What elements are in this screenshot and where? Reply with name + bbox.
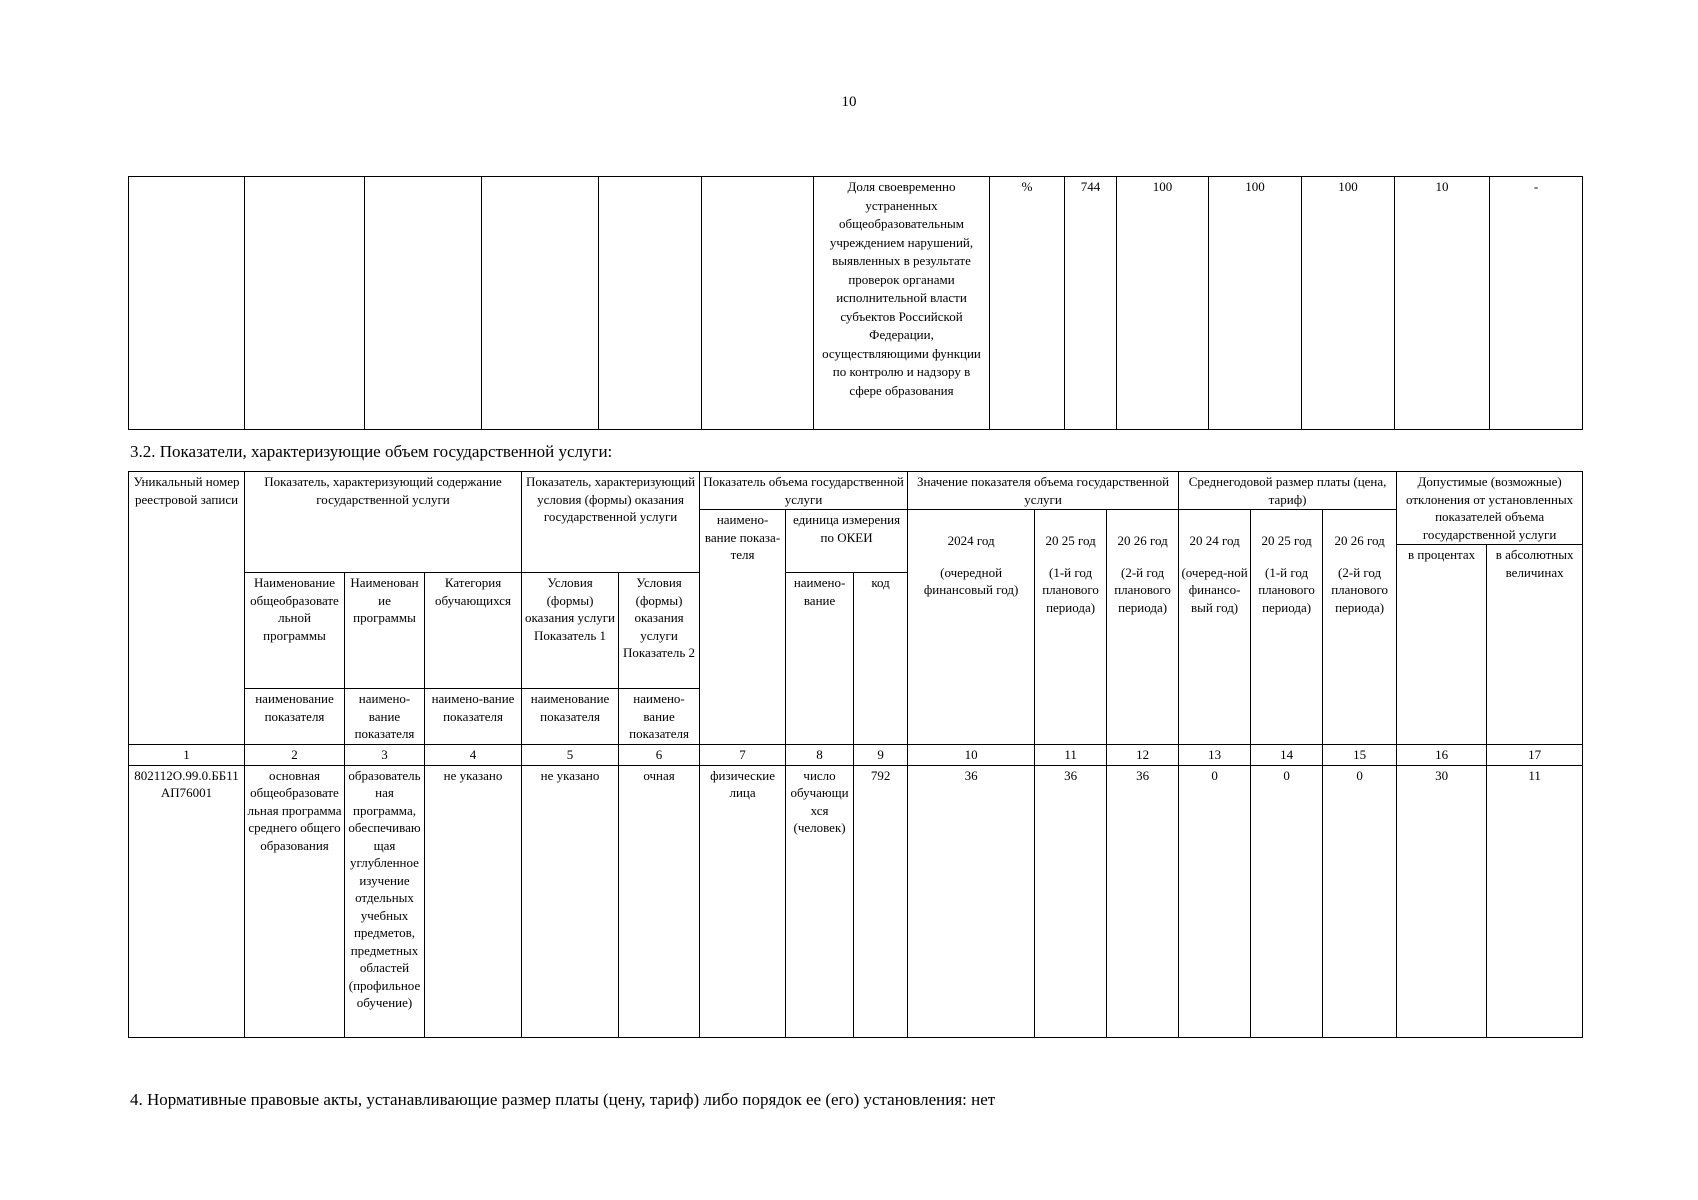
column-number: 12 — [1107, 745, 1179, 766]
value-2025-cell: 100 — [1209, 177, 1302, 430]
empty-cell — [599, 177, 702, 430]
header-fee-2025 — [1251, 510, 1323, 745]
value-2024-cell: 100 — [1117, 177, 1209, 430]
value-2025-cell: 36 — [1035, 765, 1107, 1037]
fee-2025-cell: 0 — [1251, 765, 1323, 1037]
quality-indicators-table-continuation — [128, 176, 1583, 430]
year-2024-label: 2024 год — [947, 533, 995, 548]
column-number: 11 — [1035, 745, 1107, 766]
footer-text: 4. Нормативные правовые акты, устанавливающие размер платы (цену, тариф) либо порядок ее (его) установления: нет — [130, 1090, 996, 1109]
column-number: 9 — [854, 745, 908, 766]
fee-2024-cell: 0 — [1179, 765, 1251, 1037]
deviation-absolute-cell: - — [1490, 177, 1583, 430]
year-2026-label: 20 26 год — [1117, 533, 1168, 548]
empty-cell — [702, 177, 814, 430]
header-conditions-indicator: Показатель, характеризующий условия (формы) оказания государственной услуги — [522, 472, 700, 573]
empty-cell — [129, 177, 245, 430]
empty-cell — [245, 177, 365, 430]
category-cell: не указано — [425, 765, 522, 1037]
deviation-absolute-cell: 11 — [1487, 765, 1583, 1037]
header-fee-2026 — [1323, 510, 1397, 745]
header-name-of-indicator: наимено-вание показателя — [425, 689, 522, 745]
header-in-absolute: в абсолютных величинах — [1487, 545, 1583, 745]
column-number: 8 — [786, 745, 854, 766]
column-number: 2 — [245, 745, 345, 766]
column-number: 17 — [1487, 745, 1583, 766]
header-fee-2024 — [1179, 510, 1251, 745]
column-number: 10 — [908, 745, 1035, 766]
header-row — [129, 472, 1583, 510]
fee-2024-sub: (очеред-ной финансо-вый год) — [1181, 564, 1248, 615]
header-unit-code: код — [854, 573, 908, 745]
header-avg-fee: Среднегодовой размер платы (цена, тариф) — [1179, 472, 1397, 510]
header-name-of-indicator: наимено-вание показателя — [619, 689, 700, 745]
fee-2024-label: 20 24 год — [1189, 533, 1240, 548]
year-2025-sub: (1-й год планового периода) — [1042, 564, 1099, 615]
header-deviations: Допустимые (возможные) отклонения от установленных показателей объема государственной услуги — [1397, 472, 1583, 545]
section-title: 3.2. Показатели, характеризующие объем государственной услуги: — [130, 442, 613, 461]
indicator-name: Доля своевременно устраненных общеобразовательным учреждением нарушений, выявленных в результате проверок органами исполнительной власти субъектов Российской Федерации, осуществляющими функции по контролю и надзору в сфере образования — [814, 177, 990, 430]
column-number: 3 — [345, 745, 425, 766]
value-2026-cell: 36 — [1107, 765, 1179, 1037]
unit-cell: % — [990, 177, 1065, 430]
column-number: 7 — [700, 745, 786, 766]
program-cell: образовательная программа, обеспечивающая углубленное изучение отдельных учебных предметов, предметных областей (профильное обучение) — [345, 765, 425, 1037]
column-number: 16 — [1397, 745, 1487, 766]
header-condition-2: Условия (формы) оказания услуги Показатель 2 — [619, 573, 700, 689]
column-number: 13 — [1179, 745, 1251, 766]
header-name-of-indicator: наименование показателя — [522, 689, 619, 745]
header-in-percent: в процентах — [1397, 545, 1487, 745]
header-name-of-indicator: наимено-вание показателя — [345, 689, 425, 745]
year-2026-sub: (2-й год планового периода) — [1114, 564, 1171, 615]
column-number: 4 — [425, 745, 522, 766]
header-name-of-indicator: наименование показателя — [245, 689, 345, 745]
value-2024-cell: 36 — [908, 765, 1035, 1037]
year-2024-sub: (очередной финансовый год) — [923, 564, 1019, 597]
deviation-percent-cell: 10 — [1395, 177, 1490, 430]
condition-1-cell: не указано — [522, 765, 619, 1037]
column-number: 5 — [522, 745, 619, 766]
table-row — [129, 765, 1583, 1037]
header-student-category: Категория обучающихся — [425, 573, 522, 689]
column-number: 15 — [1323, 745, 1397, 766]
column-number: 14 — [1251, 745, 1323, 766]
header-volume-indicator: Показатель объема государственной услуги — [700, 472, 908, 510]
fee-2025-sub: (1-й год планового периода) — [1258, 564, 1315, 615]
column-number: 1 — [129, 745, 245, 766]
registry-number-cell: 802112О.99.0.ББ11АП76001 — [129, 765, 245, 1037]
empty-cell — [365, 177, 482, 430]
table-row — [129, 177, 1583, 430]
indicator-cell: физические лица — [700, 765, 786, 1037]
column-number: 6 — [619, 745, 700, 766]
edu-program-cell: основная общеобразовательная программа среднего общего образования — [245, 765, 345, 1037]
header-content-indicator: Показатель, характеризующий содержание государственной услуги — [245, 472, 522, 573]
header-unit-name: наимено-вание — [786, 573, 854, 745]
page-number: 10 — [841, 94, 857, 110]
value-2026-cell: 100 — [1302, 177, 1395, 430]
fee-2025-label: 20 25 год — [1261, 533, 1312, 548]
okei-code-cell: 792 — [854, 765, 908, 1037]
header-unique-number: Уникальный номер реестровой записи — [129, 472, 245, 745]
year-2025-label: 20 25 год — [1045, 533, 1096, 548]
column-numbers-row — [129, 745, 1583, 766]
fee-2026-cell: 0 — [1323, 765, 1397, 1037]
okei-code-cell: 744 — [1065, 177, 1117, 430]
header-year-2024 — [908, 510, 1035, 745]
header-condition-1: Условия (формы) оказания услуги Показатель 1 — [522, 573, 619, 689]
header-indicator-name: наимено-вание показа-теля — [700, 510, 786, 745]
header-year-2026 — [1107, 510, 1179, 745]
volume-indicators-table — [128, 471, 1583, 1038]
deviation-percent-cell: 30 — [1397, 765, 1487, 1037]
condition-2-cell: очная — [619, 765, 700, 1037]
header-program-name: Наименование программы — [345, 573, 425, 689]
fee-2026-sub: (2-й год планового периода) — [1331, 564, 1388, 615]
header-volume-value: Значение показателя объема государственной услуги — [908, 472, 1179, 510]
fee-2026-label: 20 26 год — [1334, 533, 1385, 548]
empty-cell — [482, 177, 599, 430]
header-unit-okei: единица измерения по ОКЕИ — [786, 510, 908, 573]
header-edu-program-name: Наименование общеобразовательной программы — [245, 573, 345, 689]
unit-cell: число обучающихся (человек) — [786, 765, 854, 1037]
header-year-2025 — [1035, 510, 1107, 745]
